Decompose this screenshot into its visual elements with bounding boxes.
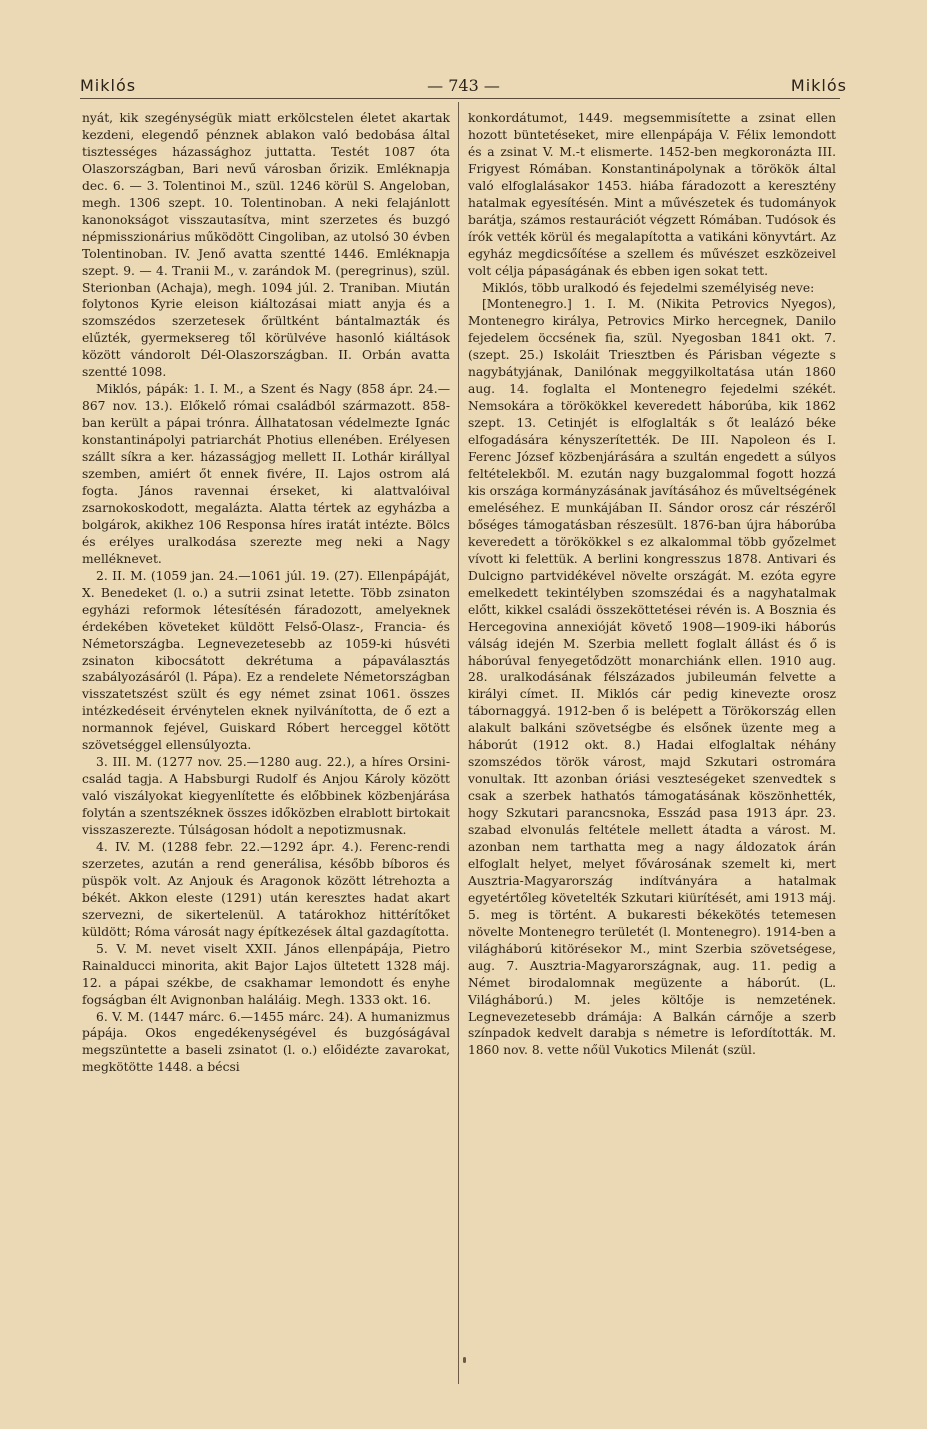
page-mark xyxy=(463,1357,466,1363)
paragraph: nyát, kik szegénységük miatt erkölcstelen életet akartak kezdeni, elegendő pénznek ablakon való bedobása által tisztességes házassághoz juttatta. Testét 1087 óta Olaszországban, Bari nevű városban őrizik. Emléknapja dec. 6. — 3. Tolentinoi M., szül. 1246 körül S. Angeloban, megh. 1306 szept. 10. Tolentinoban. A neki felajánlott kanonokságot visszautasítva, mint szerzetes és buzgó népmisszionárius működött Cingoliban, az utolsó 30 évben Tolentinoban. IV. Jenő avatta szentté 1446. Emléknapja szept. 9. — 4. Tranii M., v. zarándok M. (peregrinus), szül. Sterionban (Achaja), megh. 1094 júl. 2. Traniban. Miután folytonos Kyrie eleison kiáltozásai miatt anyja és a szomszédos szerzetesek őrültként bántalmazták és elűzték, gyermeksereg től körülvéve hasonló kiáltások között vándorolt Dél-Olaszországban. II. Orbán avatta szentté 1098. xyxy=(82,111,450,380)
header-left: Miklós xyxy=(80,76,137,95)
column-divider xyxy=(458,102,459,1384)
header-right: Miklós xyxy=(790,76,847,95)
paragraph: 4. IV. M. (1288 febr. 22.—1292 ápr. 4.). Ferenc-rendi szerzetes, azután a rend generálisa, később bíboros és püspök volt. Az Anjouk és Aragonok között létrehozta a békét. Akkon eleste (1291) után keresztes hadat akart szervezni, de sikertelenül. A tatárokhoz hittérítőket küldött; Róma városát nagy építkezések által gazdagította. xyxy=(82,839,450,939)
right-column xyxy=(468,110,836,1059)
paragraph: Miklós, pápák: 1. I. M., a Szent és Nagy (858 ápr. 24.—867 nov. 13.). Előkelő római családból származott. 858-ban került a pápai trónra. Állhatatosan védelmezte Ignác konstantinápolyi patriarchát Photius ellenében. Erélyesen szállt síkra a ker. házasságjog mellett II. Lothár királlyal szemben, amiért őt ennek fivére, II. Lajos ostrom alá fogta. János ravennai érseket, ki alattvalóival zsarnokoskodott, megalázta. Alatta tértek az egyházba a bolgárok, akikhez 106 Responsa híres iratát intézte. Bölcs és erélyes uralkodása szerezte meg neki a Nagy melléknevet. xyxy=(82,382,450,566)
page-number: — 743 — xyxy=(427,76,500,95)
paragraph: Miklós, több uralkodó és fejedelmi személyiség neve: xyxy=(482,280,815,295)
paragraph: konkordátumot, 1449. megsemmisítette a zsinat ellen hozott büntetéseket, mire ellenpápája V. Félix lemondott és a zsinat V. M.-t elismerte. 1452-ben megkoronázta III. Frigyest Rómában. Konstantinápolynak a törökök által való elfoglalásakor 1453. hiába fáradozott a keresztény hatalmak egyesítésén. Mint a művészetek és tudományok barátja, számos restaurációt végzett Rómában. Tudósok és írók vették körül és megalapította a vatikáni könyvtárt. Az egyház megdicsőítése a szellem és művészet eszközeivel volt célja pápaságának és ebben igen sokat tett. xyxy=(468,111,836,278)
page-header xyxy=(80,74,847,98)
header-rule xyxy=(80,98,840,99)
paragraph: 5. V. M. nevet viselt XXII. János ellenpápája, Pietro Rainalducci minorita, akit Bajor Lajos ültetett 1328 máj. 12. a pápai székbe, de csakhamar lemondott és enyhe fogságban élt Avignonban haláláig. Megh. 1333 okt. 16. xyxy=(82,941,450,1007)
paragraph: 6. V. M. (1447 márc. 6.—1455 márc. 24). A humanizmus pápája. Okos engedékenységével és buzgóságával megszüntette a baseli zsinatot (l. o.) előidézte zavarokat, megkötötte 1448. a bécsi xyxy=(82,1009,450,1075)
paragraph: 2. II. M. (1059 jan. 24.—1061 júl. 19. (27). Ellenpápáját, X. Benedeket (l. o.) a sutrii zsinat letette. Több zsinaton egyházi reformok létesítésén fáradozott, amelyeknek érdekében követeket küldött Felső-Olasz-, Francia- és Németországba. Legnevezetesebb az 1059-ki húsvéti zsinaton kibocsátott dekrétuma a pápaválasztás szabályozásáról (l. Pápa). Ez a rendelete Németországban visszatetszést szült és egy német zsinat 1061. összes intézkedéseit érvénytelen eknek nyilvánította, de ő ezt a normannok fejével, Guiskard Róbert herceggel kötött szövetséggel ellensúlyozta. xyxy=(82,568,450,753)
paragraph: [Montenegro.] 1. I. M. (Nikita Petrovics Nyegos), Montenegro királya, Petrovics Mirko hercegnek, Danilo fejedelem öccsének fia, szül. Nyegosban 1841 okt. 7. (szept. 25.) Iskoláit Triesztben és Párisban végezte s nagybátyjának, Danilónak meggyilkoltatása után 1860 aug. 14. foglalta el Montenegro fejedelmi székét. Nemsokára a törökökkel keveredett háborúba, kik 1862 szept. 13. Cetinjét is elfoglalták s őt lealázó béke elfogadására kényszerítették. De III. Napoleon és I. Ferenc József közbenjárására a szultán engedett a súlyos feltételekből. M. ezután nagy buzgalommal fogott hozzá kis országa kormányzásának javításához és műveltségének emeléséhez. E munkájában II. Sándor orosz cár részéről bőséges támogatásban részesült. 1876-ban újra háborúba keveredett a törökökkel s ez alkalommal több győzelmet vívott ki felettük. A berlini kongresszus 1878. Antivari és Dulcigno partvidékével növelte országát. M. ezóta egyre emelkedett tekintélyben szomszédai és a nagyhatalmak előtt, kikkel családi összeköttetései révén is. A Bosznia és Hercegovina annexióját követő 1908—1909-iki háborús válság idején M. Szerbia mellett foglalt állást és ő is háborúval fenyegetődzött monarchiánk ellen. 1910 aug. 28. uralkodásának félszázados jubileumán felvette a királyi címet. II. Miklós cár pedig kinevezte orosz tábornaggyá. 1912-ben ő is belépett a Törökország ellen alakult balkáni szövetségbe és elsőnek üzente meg a háborút (1912 okt. 8.) Hadai elfoglaltak néhány szomszédos török várost, majd Szkutari ostromára vonultak. Itt azonban óriási veszteségeket szenvedtek s csak a szerbek hathatós támogatásának köszönhették, hogy Szkutari parancsnoka, Esszád pasa 1913 ápr. 23. szabad elvonulás feltétele mellett átadta a várost. M. azonban nem tarthatta meg a nagy áldozatok árán elfoglalt helyet, melyet fővárosának szemelt ki, mert Ausztria-Magyarország indítványára a hatalmak egyetértőleg követelték Szkutari kiürítését, ami 1913 máj. 5. meg is történt. A bukaresti békekötés tetemesen növelte Montenegro területét (l. Montenegro). 1914-ben a világháború kitörésekor M., mint Szerbia szövetségese, aug. 7. Ausztria-Magyarországnak, aug. 11. pedig a Német birodalomnak megüzente a háborút. (L. Világháború.) M. jeles költője is nemzetének. Legnevezetesebb drámája: A Balkán cárnője a szerb színpadok kedvelt darabja s németre is lefordították. M. 1860 nov. 8. vette nőül Vukotics Milenát (szül. xyxy=(468,297,836,1058)
left-column xyxy=(82,110,450,1076)
paragraph: 3. III. M. (1277 nov. 25.—1280 aug. 22.), a híres Orsini-család tagja. A Habsburgi Rudolf és Anjou Károly között való viszályokat kiegyenlítette és előbbinek közbenjárása folytán a szentszéknek összes időközben elrablott birtokait visszaszerezte. Túlságosan hódolt a nepotizmusnak. xyxy=(82,755,450,838)
